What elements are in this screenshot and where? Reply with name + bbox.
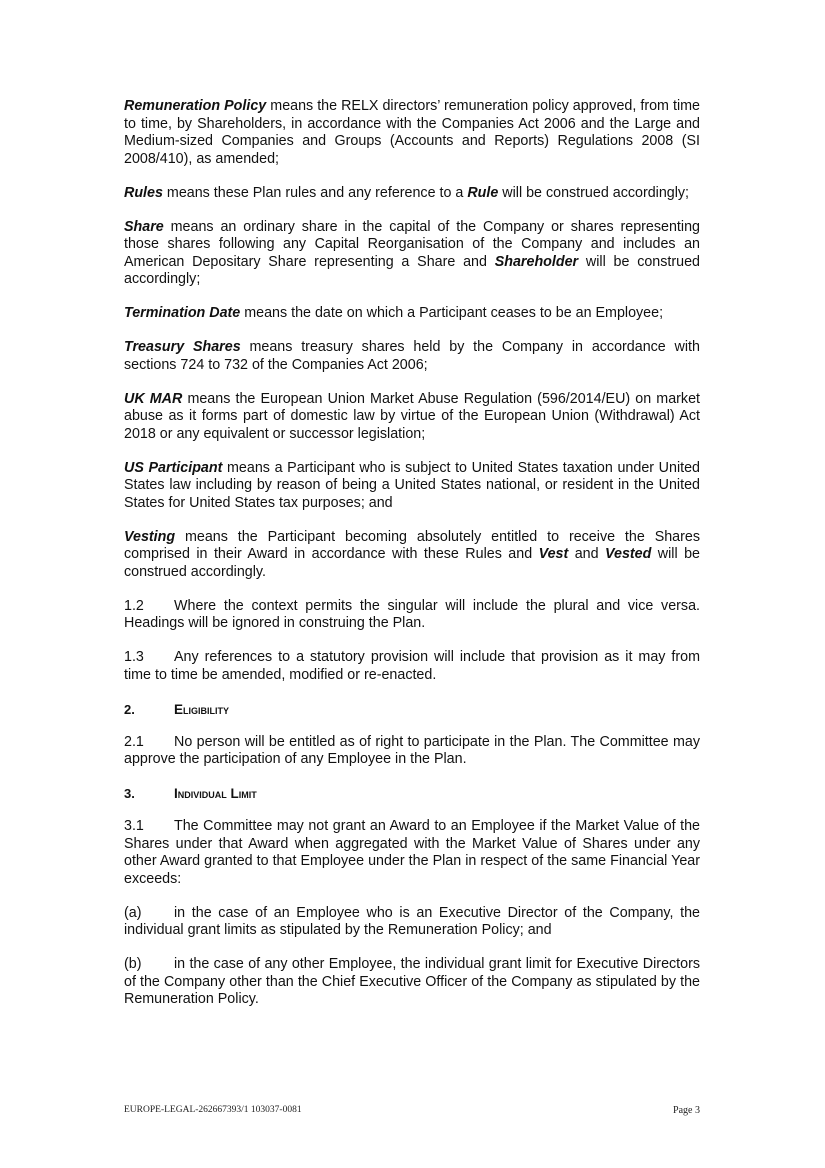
definition-text: means the date on which a Participant ceases to be an Employee; — [240, 305, 664, 321]
section-number: 3. — [124, 786, 135, 801]
definition-text: means treasury shares held by the Company in accordance with sections 724 to 732 of the Companies Act 2006; — [124, 339, 700, 373]
definition-remuneration-policy — [124, 98, 700, 168]
definition-text: means the RELX directors’ remuneration policy approved, from time to time, by Shareholders, in accordance with the Companies Act 2006 and the Large and Medium-sized Companies and Groups (Accounts and Reports) Regulations 2008 (SI 2008/410), as amended; — [124, 98, 700, 167]
defined-term: Rules — [124, 184, 163, 201]
defined-term: Rule — [467, 184, 499, 201]
sub-clause-b — [124, 956, 700, 1009]
defined-term: Termination Date — [124, 305, 241, 321]
defined-term: Vest — [538, 546, 569, 562]
definition-text: means these Plan rules and any reference to a — [162, 184, 468, 201]
definition-termination-date — [124, 305, 700, 323]
defined-term: Vested — [605, 546, 652, 562]
section-title: Eligibility — [174, 701, 230, 717]
sub-clause-text: in the case of any other Employee, the individual grant limit for Executive Directors of the Company other than the Chief Executive Officer of the Company as stipulated by the Remuneration Policy. — [124, 956, 700, 1007]
clause-text: Any references to a statutory provision will include that provision as it may from time to time be amended, modified or re-enacted. — [124, 649, 700, 683]
defined-term: UK MAR — [124, 390, 183, 407]
definition-text: means a Participant who is subject to United States taxation under United States law including by reason of being a United States national, or resident in the United States for United States tax purposes; and — [124, 459, 700, 511]
defined-term: Vesting — [124, 528, 176, 545]
definition-text: means the European Union Market Abuse Regulation (596/2014/EU) on market abuse as it forms part of domestic law by virtue of the European Union (Withdrawal) Act 2018 or any equivalent or successor legislation; — [124, 390, 700, 442]
clause-1-3 — [124, 649, 700, 684]
clause-number: 3.1 — [124, 818, 144, 834]
clause-text: The Committee may not grant an Award to an Employee if the Market Value of the Shares under that Award when aggregated with the Market Value of Shares under any other Award granted to that Employee under the Plan in respect of the same Financial Year exceeds: — [124, 818, 700, 887]
clause-text: No person will be entitled as of right to participate in the Plan. The Committee may approve the participation of any Employee in the Plan. — [124, 733, 700, 767]
defined-term: Shareholder — [494, 253, 579, 270]
defined-term: Remuneration Policy — [124, 98, 267, 114]
defined-term: US Participant — [124, 459, 223, 476]
definition-share — [124, 219, 700, 289]
section-title: Individual Limit — [174, 786, 257, 801]
document-body — [124, 98, 700, 1025]
sub-clause-number: (b) — [124, 956, 142, 972]
clause-2-1 — [124, 734, 700, 769]
clause-3-1 — [124, 818, 700, 888]
clause-text: Where the context permits the singular will include the plural and vice versa. Headings will be ignored in construing the Plan. — [124, 597, 700, 631]
definition-text: will be construed accordingly. — [124, 546, 700, 580]
definition-uk-mar — [124, 391, 700, 444]
clause-number: 1.2 — [124, 597, 144, 614]
definition-vesting — [124, 529, 700, 582]
definition-us-participant — [124, 460, 700, 513]
definition-text: will be construed accordingly; — [124, 253, 700, 287]
clause-number: 2.1 — [124, 733, 144, 750]
defined-term: Treasury Shares — [124, 339, 241, 355]
section-heading-individual-limit — [124, 785, 700, 802]
sub-clause-text: in the case of an Employee who is an Executive Director of the Company, the individual grant limits as stipulated by the Remuneration Policy; and — [124, 904, 700, 938]
clause-number: 1.3 — [124, 649, 144, 665]
definition-treasury-shares — [124, 339, 700, 374]
definition-rules — [124, 185, 700, 203]
defined-term: Share — [124, 218, 164, 235]
sub-clause-a — [124, 905, 700, 940]
section-number: 2. — [124, 701, 135, 717]
definition-text: and — [568, 546, 605, 562]
section-heading-eligibility — [124, 701, 700, 718]
page-number: Page 3 — [673, 1105, 700, 1116]
clause-1-2 — [124, 598, 700, 633]
definition-text: will be construed accordingly; — [498, 184, 690, 201]
definition-text: means an ordinary share in the capital of the Company or shares representing those shares following any Capital Reorganisation of the Company and includes an American Depositary Share representing a Share and — [124, 218, 700, 270]
sub-clause-number: (a) — [124, 904, 142, 921]
definition-text: means the Participant becoming absolutely entitled to receive the Shares comprised in their Award in accordance with these Rules and — [124, 528, 700, 562]
document-reference: EUROPE-LEGAL-262667393/1 103037-0081 — [124, 1105, 302, 1115]
